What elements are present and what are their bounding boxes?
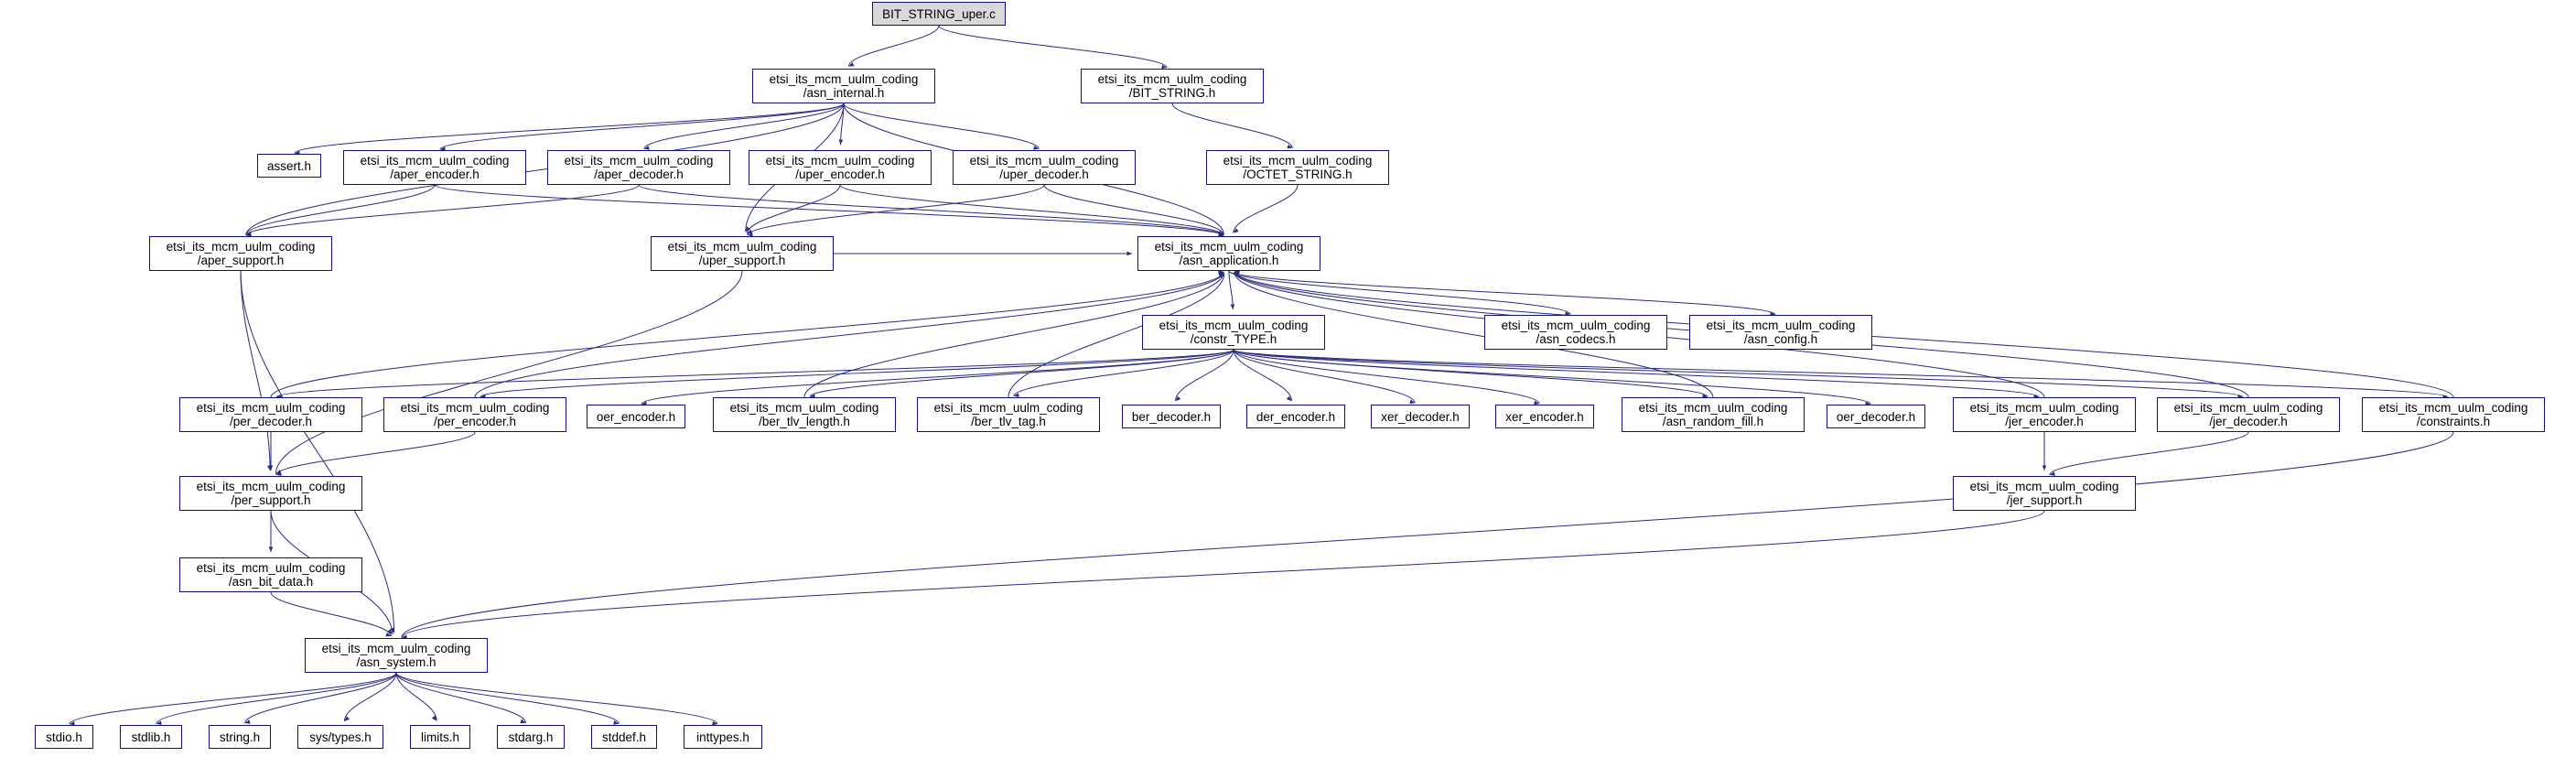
graph-node-label: etsi_its_mcm_uulm_coding: [1638, 401, 1788, 415]
graph-edge-arrowhead: [1126, 252, 1132, 256]
graph-edge: [480, 350, 1234, 397]
graph-node-label: assert.h: [266, 158, 312, 173]
graph-edge: [396, 673, 619, 724]
graph-edge-arrowhead: [1218, 232, 1223, 236]
graph-node[interactable]: [1953, 476, 2136, 511]
graph-edge: [1229, 271, 1233, 309]
graph-edge: [295, 103, 844, 153]
graph-node-label: /uper_encoder.h: [795, 168, 885, 181]
graph-edge-arrowhead: [245, 719, 251, 723]
graph-edge-arrowhead: [1218, 271, 1223, 276]
graph-node-label: etsi_its_mcm_uulm_coding: [1969, 401, 2119, 415]
graph-node-label: /asn_codecs.h: [1536, 332, 1616, 346]
graph-edge-arrowhead: [1287, 396, 1292, 401]
graph-edge: [2050, 432, 2248, 475]
graph-node[interactable]: [179, 557, 362, 592]
graph-edge: [1014, 350, 1234, 396]
graph-node[interactable]: [35, 725, 93, 749]
graph-edge-arrowhead: [246, 232, 252, 236]
graph-edge: [1234, 350, 2243, 397]
graph-node-label: oer_encoder.h: [596, 409, 676, 424]
graph-edge: [156, 673, 396, 724]
graph-edge-arrowhead: [385, 633, 391, 636]
graph-edge: [1229, 271, 1570, 314]
graph-node[interactable]: [410, 725, 470, 749]
graph-node-label: /aper_encoder.h: [390, 168, 480, 181]
graph-node[interactable]: [917, 397, 1100, 432]
graph-node-label: etsi_its_mcm_uulm_coding: [769, 72, 919, 86]
graph-edge-arrowhead: [269, 465, 274, 470]
graph-edge: [271, 592, 391, 636]
graph-node[interactable]: [343, 150, 526, 185]
graph-node[interactable]: [120, 725, 182, 749]
graph-node-label: stdio.h: [46, 730, 82, 744]
graph-edge-arrowhead: [1234, 272, 1240, 276]
graph-edge: [402, 432, 2453, 637]
graph-edge: [1229, 271, 1775, 315]
graph-edge: [344, 673, 396, 721]
graph-edge: [840, 185, 1223, 235]
graph-node-label: etsi_its_mcm_uulm_coding: [400, 401, 550, 415]
graph-node-label: etsi_its_mcm_uulm_coding: [166, 240, 316, 254]
graph-edge-arrowhead: [1230, 304, 1234, 309]
graph-node-label: etsi_its_mcm_uulm_coding: [1706, 319, 1856, 332]
graph-edge: [396, 673, 525, 723]
graph-node[interactable]: [2157, 397, 2340, 432]
graph-edge: [848, 26, 939, 67]
graph-edge-arrowhead: [746, 226, 750, 232]
graph-node[interactable]: [587, 405, 685, 428]
graph-edge: [70, 673, 396, 724]
graph-node[interactable]: [651, 236, 834, 271]
graph-node[interactable]: [383, 397, 566, 432]
graph-edge-arrowhead: [1219, 274, 1224, 278]
graph-node[interactable]: [297, 725, 383, 749]
graph-node-label: xer_encoder.h: [1505, 409, 1584, 424]
graph-edge-arrowhead: [432, 716, 437, 721]
graph-node[interactable]: [1081, 69, 1264, 103]
graph-edge: [241, 271, 270, 470]
graph-edge-arrowhead: [1409, 400, 1415, 404]
graph-edge: [748, 185, 1044, 235]
graph-node-label: /jer_support.h: [2006, 493, 2083, 507]
graph-edge: [1234, 350, 1292, 401]
graph-node-label: /asn_config.h: [1743, 332, 1818, 346]
graph-edge: [440, 103, 844, 149]
graph-node[interactable]: [1206, 150, 1389, 185]
graph-node[interactable]: [713, 397, 896, 432]
graph-node-label: ber_decoder.h: [1131, 409, 1212, 424]
graph-edge-arrowhead: [2042, 465, 2047, 470]
graph-edge: [641, 350, 1234, 404]
graph-edge: [246, 185, 639, 235]
graph-node-label: /asn_system.h: [356, 655, 437, 669]
graph-edge: [276, 271, 742, 474]
graph-edge-arrowhead: [747, 230, 752, 234]
graph-node-label: etsi_its_mcm_uulm_coding: [1223, 154, 1373, 168]
graph-edge: [396, 673, 437, 720]
graph-node[interactable]: [257, 154, 321, 178]
graph-node-label: etsi_its_mcm_uulm_coding: [564, 154, 714, 168]
graph-node-label: /ber_tlv_length.h: [759, 415, 850, 428]
graph-edge-arrowhead: [520, 719, 525, 723]
graph-edge: [402, 511, 2044, 638]
graph-node[interactable]: [749, 150, 932, 185]
graph-edge: [639, 185, 1223, 235]
graph-edge: [1234, 350, 1708, 396]
graph-node-label: /constraints.h: [2416, 415, 2491, 428]
graph-edge-arrowhead: [344, 716, 350, 720]
graph-edge: [810, 350, 1234, 396]
graph-edge: [271, 272, 1223, 397]
graph-node-label: etsi_its_mcm_uulm_coding: [321, 642, 471, 655]
graph-node[interactable]: [1953, 397, 2136, 432]
graph-node[interactable]: [752, 69, 935, 103]
graph-edge: [396, 673, 717, 724]
graph-node-label: etsi_its_mcm_uulm_coding: [2173, 401, 2323, 415]
graph-node[interactable]: [497, 725, 565, 749]
graph-node[interactable]: [2362, 397, 2545, 432]
graph-edge: [1175, 350, 1234, 401]
graph-node-label: etsi_its_mcm_uulm_coding: [969, 154, 1119, 168]
graph-node-label: etsi_its_mcm_uulm_coding: [933, 401, 1083, 415]
graph-node-label: /OCTET_STRING.h: [1243, 168, 1353, 181]
graph-node-label: /BIT_STRING.h: [1128, 86, 1216, 100]
graph-edge-arrowhead: [848, 62, 854, 66]
graph-node[interactable]: [209, 725, 271, 749]
graph-edge-arrowhead: [387, 629, 393, 634]
graph-node[interactable]: [179, 397, 362, 432]
graph-node[interactable]: [591, 725, 657, 749]
graph-node-label: /jer_encoder.h: [2005, 415, 2084, 428]
graph-node[interactable]: [547, 150, 730, 185]
graph-edge: [1234, 350, 1415, 403]
graph-edge: [1234, 350, 2039, 397]
graph-node[interactable]: [1371, 405, 1470, 428]
graph-node-label: /asn_internal.h: [803, 86, 885, 100]
graph-edge: [1044, 185, 1223, 234]
graph-node-label: etsi_its_mcm_uulm_coding: [667, 240, 817, 254]
graph-edge-arrowhead: [1234, 228, 1239, 233]
graph-node-label: /aper_support.h: [197, 254, 285, 267]
graph-edge-arrowhead: [1033, 146, 1039, 150]
graph-edge: [939, 26, 1167, 68]
graph-edge-arrowhead: [1218, 272, 1223, 276]
graph-node[interactable]: [1484, 315, 1667, 350]
graph-edge-arrowhead: [839, 139, 844, 145]
graph-node-label: /uper_support.h: [698, 254, 786, 267]
graph-node-label: stdlib.h: [131, 730, 171, 744]
graph-edge-arrowhead: [269, 546, 274, 552]
graph-edge: [1234, 350, 2448, 397]
graph-edge: [844, 103, 1039, 149]
graph-node[interactable]: [149, 236, 332, 271]
graph-node-label: /jer_decoder.h: [2209, 415, 2288, 428]
graph-node-label: /constr_TYPE.h: [1190, 332, 1277, 346]
graph-edge: [245, 673, 396, 723]
graph-node-label: oer_decoder.h: [1836, 409, 1916, 424]
graph-edge: [276, 432, 475, 475]
graph-node[interactable]: [953, 150, 1136, 185]
graph-node[interactable]: [1495, 405, 1594, 428]
graph-node-label: /asn_application.h: [1179, 254, 1279, 267]
graph-edge-arrowhead: [1234, 270, 1240, 275]
graph-edge: [1234, 185, 1298, 233]
graph-edge-arrowhead: [267, 465, 272, 470]
graph-edge: [644, 103, 844, 149]
graph-node-label: etsi_its_mcm_uulm_coding: [196, 480, 346, 493]
graph-node-label: BIT_STRING_uper.c: [882, 6, 996, 21]
graph-node-label: /asn_bit_data.h: [228, 575, 314, 589]
graph-node-label: xer_decoder.h: [1381, 409, 1460, 424]
graph-edge: [475, 272, 1223, 397]
graph-node-label: etsi_its_mcm_uulm_coding: [1969, 480, 2119, 493]
graph-edge-arrowhead: [276, 470, 282, 473]
graph-edge: [840, 103, 844, 145]
graph-node-label: etsi_its_mcm_uulm_coding: [1501, 319, 1651, 332]
graph-node[interactable]: [1246, 405, 1345, 428]
graph-node-label: /per_decoder.h: [229, 415, 313, 428]
graph-edge: [1234, 350, 1539, 404]
graph-node[interactable]: [684, 725, 762, 749]
graph-node-label: stddef.h: [601, 730, 647, 744]
graph-node-label: etsi_its_mcm_uulm_coding: [765, 154, 915, 168]
graph-node-label: etsi_its_mcm_uulm_coding: [1159, 319, 1309, 332]
graph-node-label: limits.h: [420, 730, 459, 744]
graph-node-label: etsi_its_mcm_uulm_coding: [196, 401, 346, 415]
graph-edge: [1172, 103, 1292, 148]
graph-edge: [276, 350, 1234, 397]
graph-edge: [747, 185, 840, 233]
graph-node[interactable]: [1622, 397, 1805, 432]
graph-node-label: /per_encoder.h: [433, 415, 517, 428]
graph-node[interactable]: [1689, 315, 1872, 350]
graph-node[interactable]: [305, 638, 488, 673]
graph-edge-arrowhead: [1175, 396, 1180, 401]
graph-node-label: etsi_its_mcm_uulm_coding: [1097, 72, 1247, 86]
graph-node[interactable]: [1142, 315, 1325, 350]
graph-node[interactable]: [1122, 405, 1221, 428]
graph-node[interactable]: [179, 476, 362, 511]
graph-node[interactable]: [1827, 405, 1925, 428]
graph-node-label: inttypes.h: [696, 730, 749, 744]
graph-edge: [1234, 350, 1870, 404]
graph-edge-arrowhead: [390, 627, 393, 633]
graph-node-label: etsi_its_mcm_uulm_coding: [360, 154, 510, 168]
graph-node-label: /aper_decoder.h: [594, 168, 684, 181]
graph-node-label: sys/types.h: [309, 730, 372, 744]
graph-edge: [246, 185, 435, 234]
graph-edge: [435, 185, 1223, 236]
graph-node-label: /uper_decoder.h: [999, 168, 1089, 181]
graph-edge-arrowhead: [1218, 231, 1223, 234]
graph-node-label: etsi_its_mcm_uulm_coding: [2378, 401, 2528, 415]
graph-node-label: string.h: [219, 730, 261, 744]
graph-node-label: der_encoder.h: [1256, 409, 1336, 424]
graph-node[interactable]: [872, 2, 1006, 26]
graph-node-label: /asn_random_fill.h: [1662, 415, 1764, 428]
graph-node-label: etsi_its_mcm_uulm_coding: [729, 401, 879, 415]
graph-node[interactable]: [1137, 236, 1320, 271]
graph-node-label: stdarg.h: [508, 730, 554, 744]
graph-edge-arrowhead: [1287, 145, 1292, 148]
graph-node-label: etsi_its_mcm_uulm_coding: [1154, 240, 1304, 254]
graph-node-label: /ber_tlv_tag.h: [971, 415, 1046, 428]
graph-node-label: /per_support.h: [231, 493, 311, 507]
graph-node-label: etsi_its_mcm_uulm_coding: [196, 561, 346, 575]
